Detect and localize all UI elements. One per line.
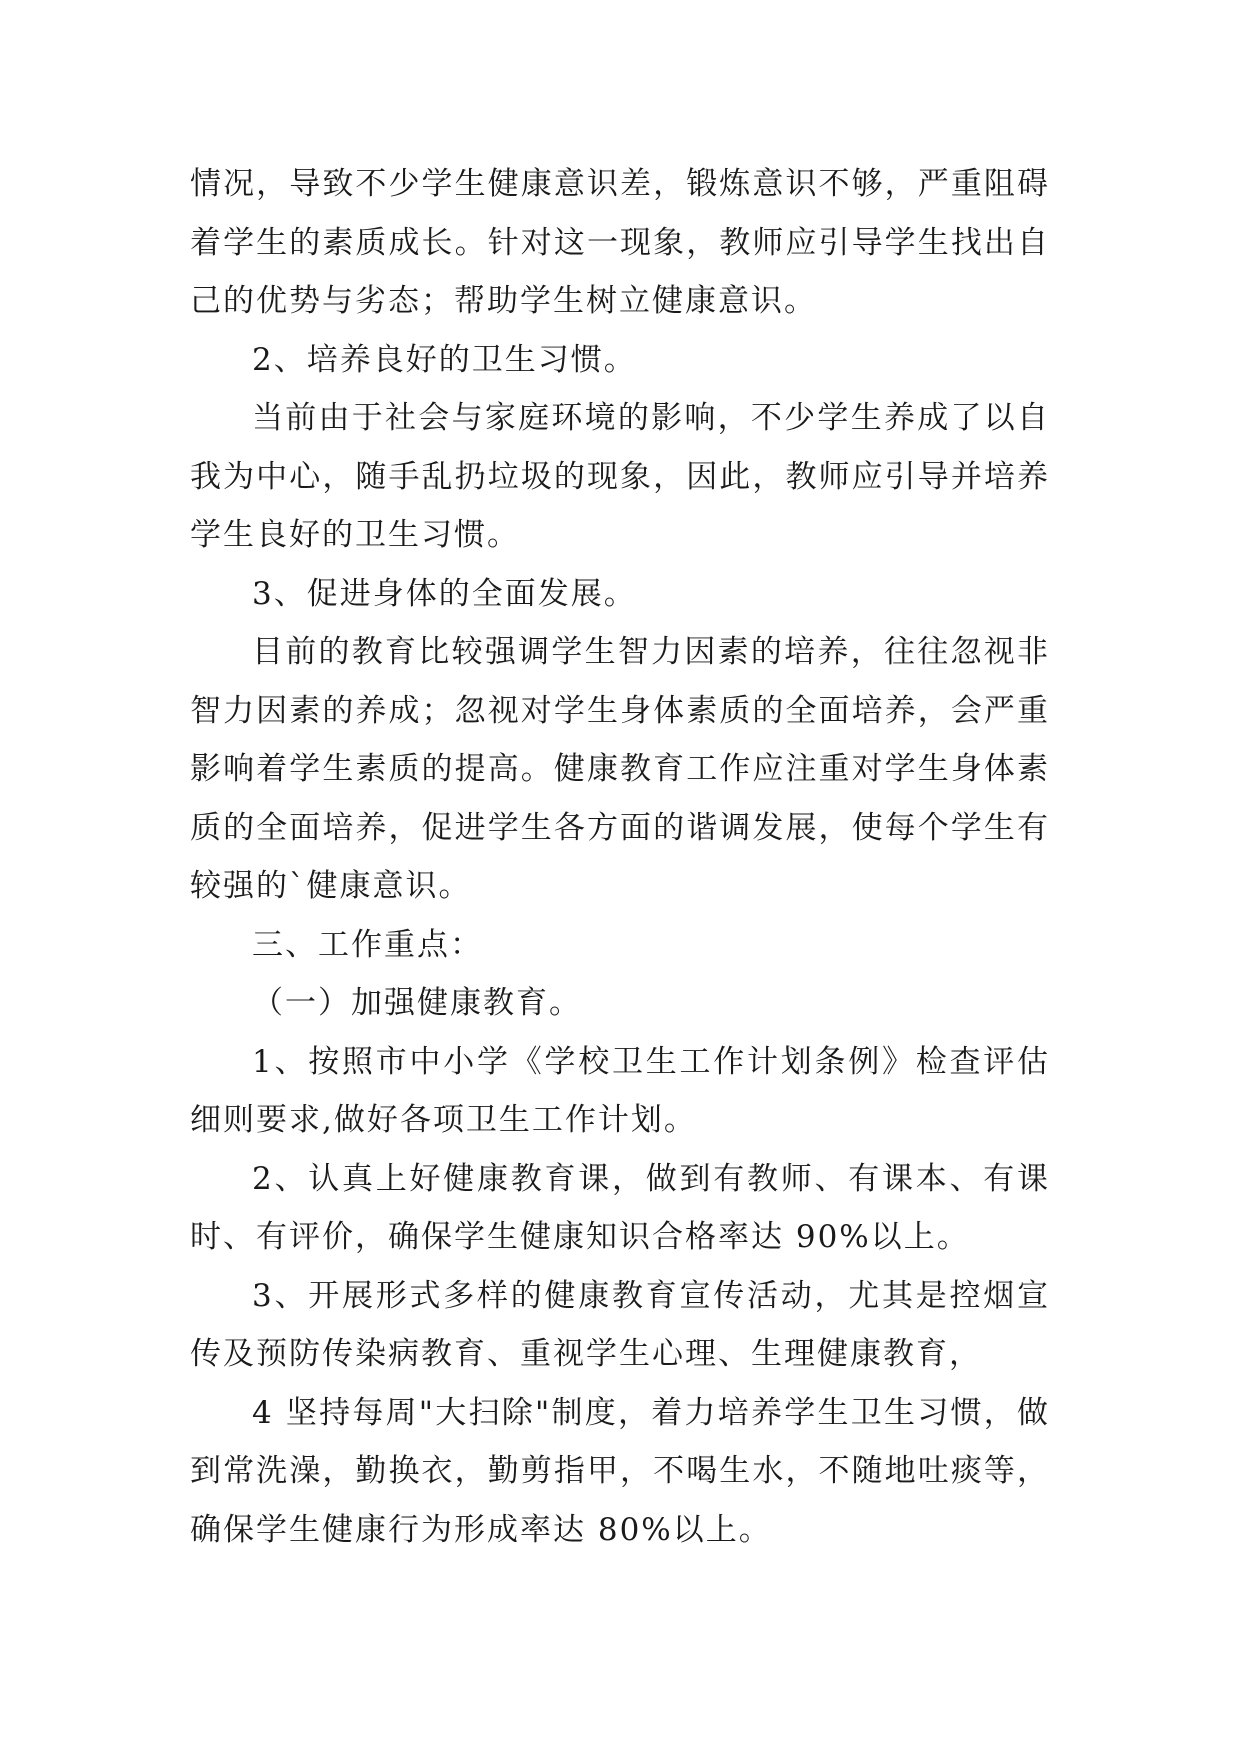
list-item: 1、按照市中小学《学校卫生工作计划条例》检查评估细则要求,做好各项卫生工作计划。 [190,1043,1050,1138]
subsection-heading: （一）加强健康教育。 [252,985,582,1021]
section-heading: 三、工作重点： [252,926,483,963]
section-heading: 3、促进身体的全面发展。 [252,575,637,612]
list-item: 4 坚持每周"大扫除"制度，着力培养学生卫生习惯，做到常洗澡，勤换衣，勤剪指甲，不喝生水，不随地吐痰等，确保学生健康行为形成率达 80%以上。 [190,1394,1050,1548]
list-item: 2、认真上好健康教育课，做到有教师、有课本、有课时、有评价，确保学生健康知识合格率达 90%以上。 [190,1160,1050,1255]
paragraph: 情况，导致不少学生健康意识差，锻炼意识不够，严重阻碍着学生的素质成长。针对这一现象，教师应引导学生找出自己的优势与劣态；帮助学生树立健康意识。 [190,166,1050,319]
section-heading: 2、培养良好的卫生习惯。 [252,341,637,378]
list-item: 3、开展形式多样的健康教育宣传活动，尤其是控烟宣传及预防传染病教育、重视学生心理、生理健康教育， [190,1277,1050,1372]
paragraph: 当前由于社会与家庭环境的影响，不少学生养成了以自我为中心，随手乱扔垃圾的现象，因此，教师应引导并培养学生良好的卫生习惯。 [190,400,1050,553]
paragraph: 目前的教育比较强调学生智力因素的培养，往往忽视非智力因素的养成；忽视对学生身体素质的全面培养，会严重影响着学生素质的提高。健康教育工作应注重对学生身体素质的全面培养，促进学生各方面的谐调发展，使每个学生有较强的`健康意识。 [190,634,1050,904]
document-body [190,155,1050,1559]
